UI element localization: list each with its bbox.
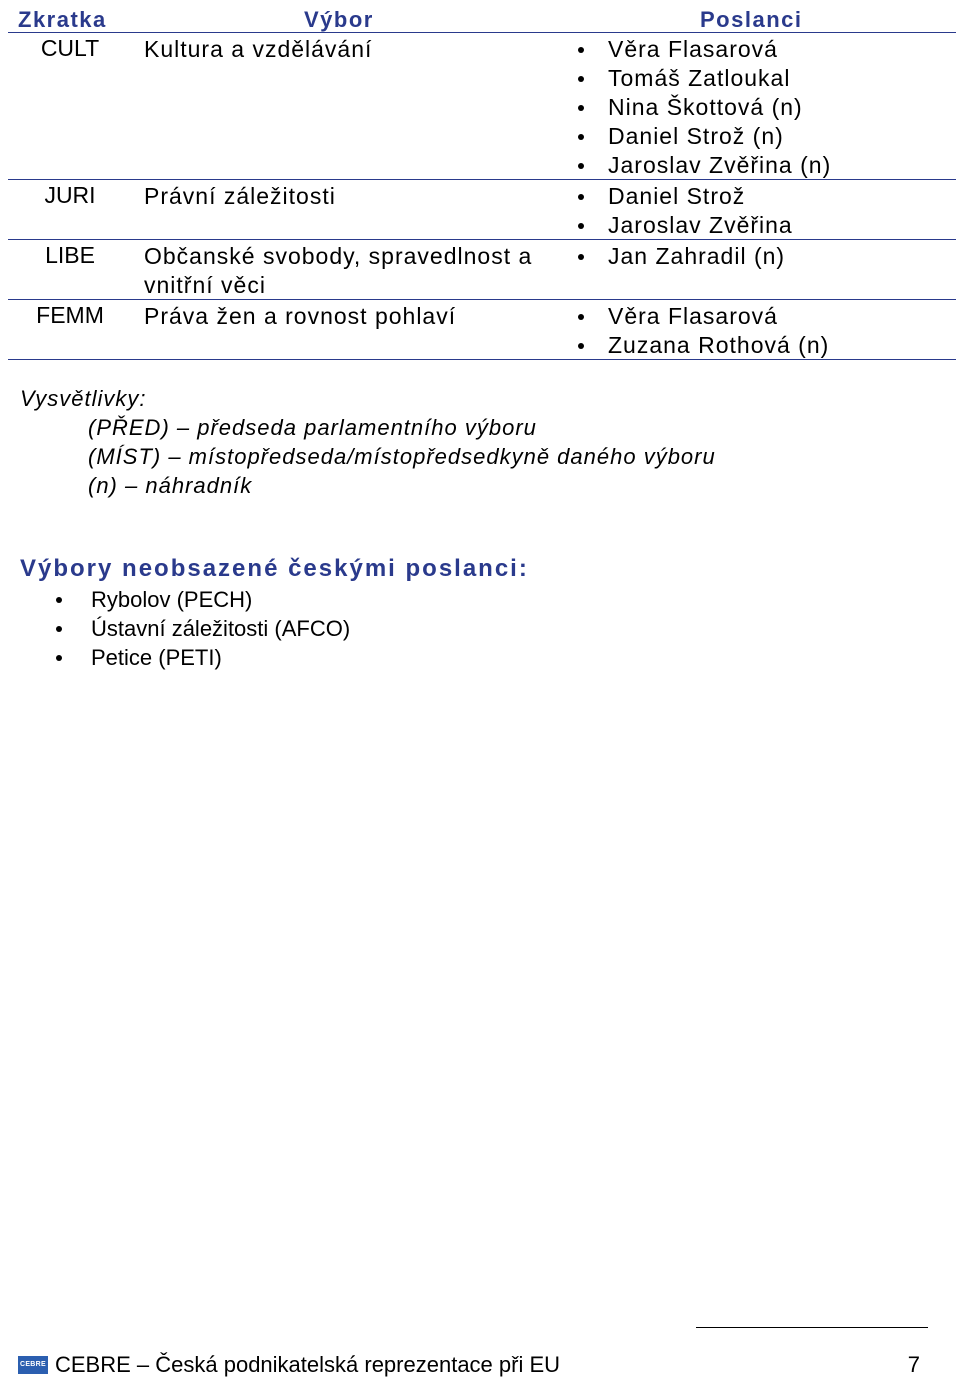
table-header [8,4,956,33]
mp-item: Zuzana Rothová (n) [568,331,829,360]
row-abbr: JURI [44,182,96,208]
committee-table [8,4,956,360]
header-committee: Výbor [304,7,374,32]
mp-item: Jan Zahradil (n) [568,242,785,271]
row-abbr: FEMM [36,302,104,328]
legend [20,384,716,500]
table-row [8,33,956,180]
mp-item: Daniel Strož (n) [568,122,831,151]
row-committee: Občanské svobody, spravedlnost a vnitřní věci [144,243,533,298]
row-mps [568,302,829,360]
mp-item: Jaroslav Zvěřina (n) [568,151,831,180]
row-abbr: CULT [40,35,100,61]
header-abbr: Zkratka [18,7,107,32]
footer-divider [696,1327,928,1328]
list-item: Ústavní záležitosti (AFCO) [20,614,529,643]
row-abbr: LIBE [45,242,95,268]
row-mps [568,242,785,271]
cebre-logo: CEBRE [18,1356,48,1374]
row-committee: Kultura a vzdělávání [144,36,373,62]
table-row [8,300,956,360]
header-mps: Poslanci [700,7,803,32]
row-committee: Právní záležitosti [144,183,336,209]
legend-item: (MÍST) – místopředseda/místopředsedkyně daného výboru [88,444,716,469]
row-committee: Práva žen a rovnost pohlaví [144,303,457,329]
table-row [8,240,956,300]
legend-title: Vysvětlivky: [20,386,147,411]
mp-item: Daniel Strož [568,182,793,211]
legend-item: (n) – náhradník [88,473,253,498]
list-item: Petice (PETI) [20,643,529,672]
mp-item: Nina Škottová (n) [568,93,831,122]
row-mps [568,35,831,180]
row-mps [568,182,793,240]
unfilled-committees [20,553,529,672]
mp-item: Jaroslav Zvěřina [568,211,793,240]
mp-item: Věra Flasarová [568,302,829,331]
list-item: Rybolov (PECH) [20,585,529,614]
legend-item: (PŘED) – předseda parlamentního výboru [88,415,537,440]
footer-text: CEBRE – Česká podnikatelská reprezentace při EU [55,1352,561,1377]
mp-item: Věra Flasarová [568,35,831,64]
mp-item: Tomáš Zatloukal [568,64,831,93]
unfilled-title: Výbory neobsazené českými poslanci: [20,555,529,582]
table-row [8,180,956,240]
page-number: 7 [907,1352,920,1377]
page-footer [18,1352,930,1380]
